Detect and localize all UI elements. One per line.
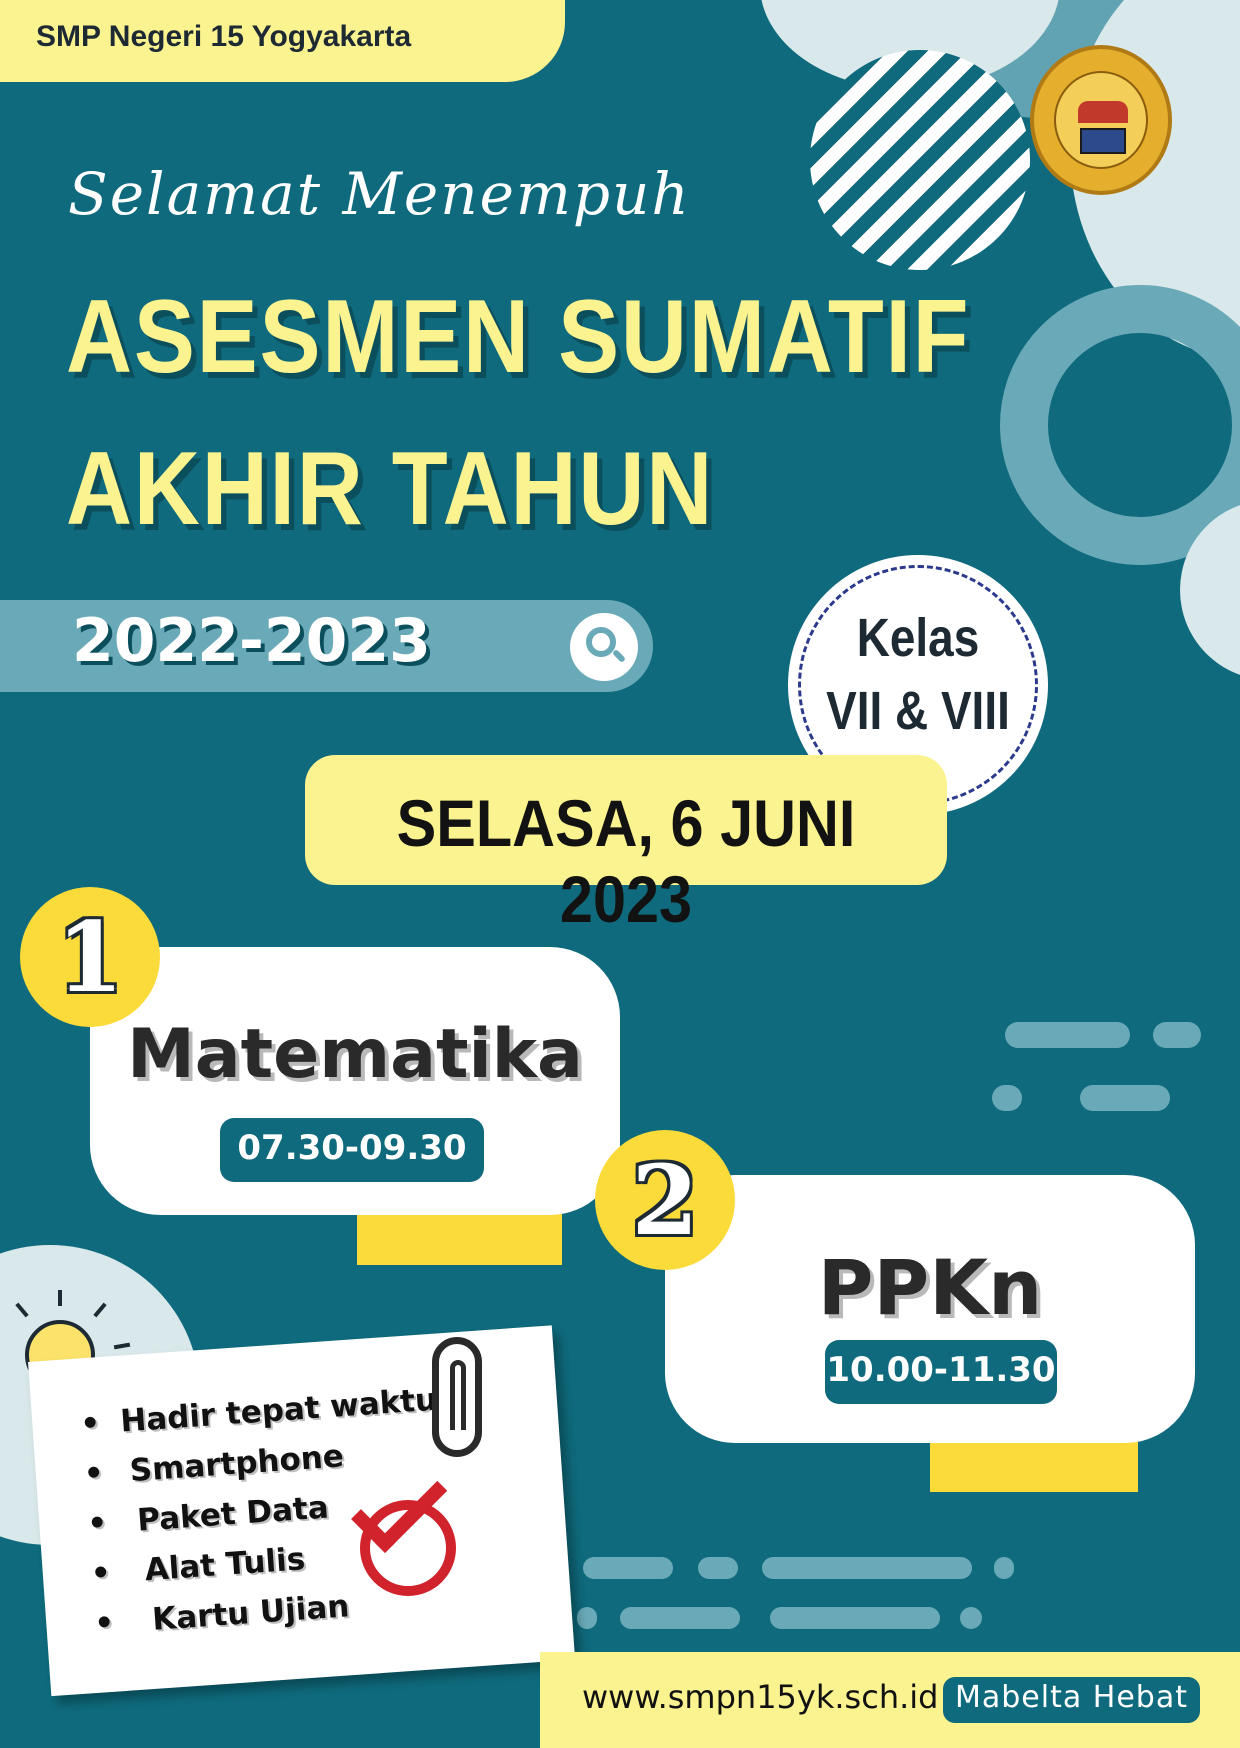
emblem-building: [1080, 128, 1126, 154]
checklist-item: • Smartphone: [83, 1431, 443, 1506]
decor-dash: [994, 1557, 1014, 1579]
subject-name: Matematika: [127, 1015, 583, 1094]
class-grades: VII & VIII: [826, 681, 1010, 741]
website-link[interactable]: www.smpn15yk.sch.id: [582, 1678, 939, 1716]
decor-dash: [960, 1607, 982, 1629]
class-label: Kelas: [856, 608, 980, 668]
subject-time: 10.00-11.30: [825, 1340, 1057, 1404]
decor-dash: [620, 1607, 740, 1629]
academic-year: 2022-2023: [72, 606, 431, 676]
decor-striped-circle: [810, 50, 1030, 270]
decor-dash: [770, 1607, 940, 1629]
checklist-note: [28, 1325, 575, 1696]
decor-dash: [762, 1557, 972, 1579]
subject-card: [665, 1175, 1195, 1443]
emblem-book: [1078, 101, 1128, 123]
number-label: 1: [56, 901, 124, 1014]
number-badge: [595, 1130, 735, 1270]
decor-dash: [1080, 1085, 1170, 1111]
subject-card: [90, 947, 620, 1215]
decor-dash: [698, 1557, 738, 1579]
checklist-item: • Paket Data: [86, 1481, 446, 1556]
checklist-item: • Hadir tepat waktu: [79, 1382, 439, 1457]
subject-time: 07.30-09.30: [220, 1118, 484, 1182]
decor-dash: [1005, 1022, 1130, 1048]
school-name-banner: [0, 0, 565, 82]
exam-date: SELASA, 6 JUNI 2023: [396, 786, 856, 936]
title-line-2: AKHIR TAHUN: [66, 431, 715, 547]
exam-date-banner: [305, 755, 947, 936]
decor-dash: [577, 1607, 597, 1629]
bulb-ray: [58, 1290, 62, 1306]
number-label: 2: [631, 1144, 699, 1257]
school-name: SMP Negeri 15 Yogyakarta: [36, 20, 412, 53]
checklist-item: • Alat Tulis: [90, 1531, 450, 1606]
decor-dash: [1153, 1022, 1201, 1048]
decor-dash: [992, 1085, 1022, 1111]
tagline-badge: Mabelta Hebat: [943, 1677, 1200, 1723]
search-icon: [570, 613, 638, 681]
emblem-inner: [1054, 71, 1148, 169]
checklist-item: • Kartu Ujian: [93, 1581, 453, 1656]
title-line-1: ASESMEN SUMATIF: [66, 279, 971, 395]
script-title: Selamat Menempuh: [68, 160, 691, 228]
school-emblem-icon: [1030, 45, 1172, 195]
paperclip-inner: [450, 1360, 466, 1430]
number-badge: [20, 887, 160, 1027]
decor-ring: [1000, 285, 1240, 565]
subject-name: PPKn: [817, 1243, 1043, 1332]
decor-dash: [583, 1557, 673, 1579]
